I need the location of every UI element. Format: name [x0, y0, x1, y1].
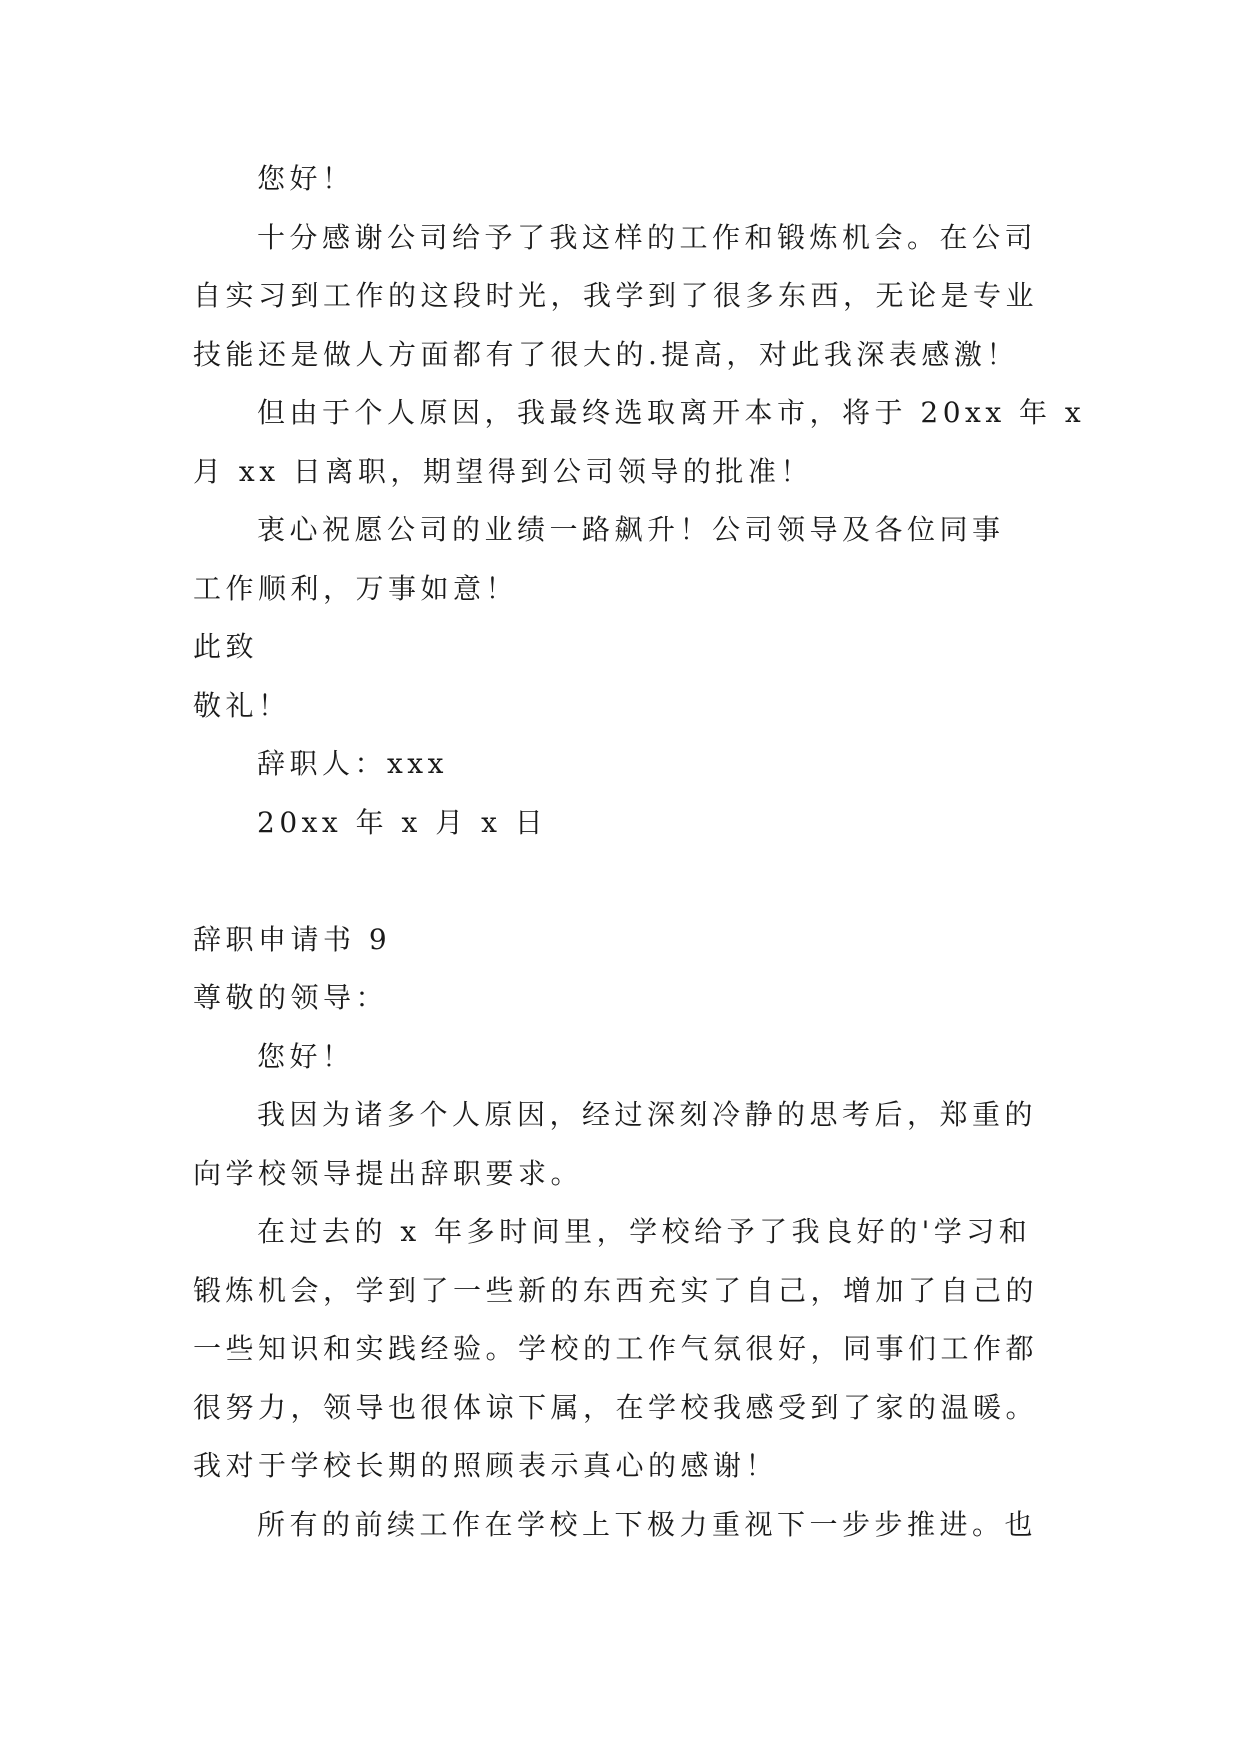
document-body [193, 150, 1086, 1554]
letter1-para2-line: 月 xx 日离职，期望得到公司领导的批准！ [193, 454, 813, 488]
letter2-para3-line: 所有的前续工作在学校上下极力重视下一步步推进。也 [257, 1507, 1038, 1541]
letter1-regards: 敬礼！ [193, 688, 291, 722]
letter2-para2-line: 锻炼机会，学到了一些新的东西充实了自己，增加了自己的 [193, 1273, 1039, 1307]
letter1-closing: 此致 [193, 630, 259, 663]
letter1-para2-line: 但由于个人原因，我最终选取离开本市，将于 20xx 年 x [257, 396, 1086, 429]
letter2-para2-line: 我对于学校长期的照顾表示真心的感谢！ [193, 1449, 779, 1482]
letter2-greeting: 您好！ [257, 1039, 355, 1073]
letter1-para1-line: 自实习到工作的这段时光，我学到了很多东西，无论是专业 [193, 279, 1039, 312]
letter2-salutation: 尊敬的领导： [193, 981, 389, 1014]
letter2-para1-line: 我因为诸多个人原因，经过深刻冷静的思考后，郑重的 [257, 1098, 1038, 1131]
letter1-greeting: 您好！ [257, 162, 355, 195]
letter2-para2-line: 很努力，领导也很体谅下属，在学校我感受到了家的温暖。 [193, 1390, 1039, 1424]
letter2-title: 辞职申请书 9 [193, 922, 392, 956]
letter1-date: 20xx 年 x 月 x 日 [257, 805, 548, 839]
letter1-para1-line: 技能还是做人方面都有了很大的.提高，对此我深表感激！ [193, 337, 1019, 371]
letter2-para1-line: 向学校领导提出辞职要求。 [193, 1156, 584, 1190]
letter2-para2-line: 在过去的 x 年多时间里，学校给予了我良好的'学习和 [257, 1215, 1032, 1248]
section-gap [193, 852, 1063, 911]
letter2-para2-line: 一些知识和实践经验。学校的工作气氛很好，同事们工作都 [193, 1332, 1039, 1365]
letter1-para3-line: 衷心祝愿公司的业绩一路飙升！公司领导及各位同事 [257, 513, 1005, 546]
letter1-para1-line: 十分感谢公司给予了我这样的工作和锻炼机会。在公司 [257, 220, 1038, 254]
letter1-para3-line: 工作顺利，万事如意！ [193, 571, 519, 605]
letter1-signer: 辞职人：xxx [257, 747, 448, 780]
